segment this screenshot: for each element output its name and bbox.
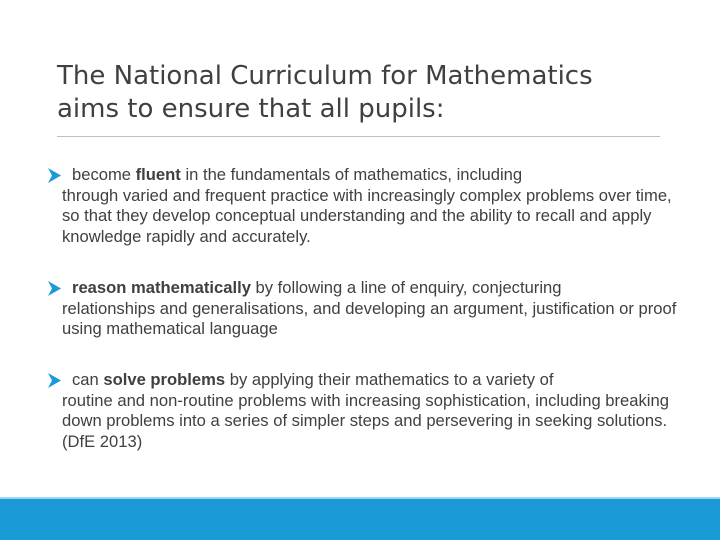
title-line-1: The National Curriculum for Mathematics	[57, 61, 593, 91]
arrow-bullet-icon	[48, 373, 61, 388]
footer-bar	[0, 499, 720, 540]
bullet-continuation: routine and non-routine problems with increasing sophistication, including breaking down problems into a series of simpler steps and persevering in seeking solutions. (DfE 2013)	[62, 390, 669, 452]
bullet-post: by following a line of enquiry, conjecturing	[250, 277, 562, 297]
bullet-continuation: through varied and frequent practice with increasingly complex problems over time, so that they develop conceptual understanding and the ability to recall and apply knowledge rapidly and accurately.	[62, 185, 672, 247]
bullet-keyword: solve problems	[103, 369, 226, 389]
bullet-first-line	[62, 165, 688, 186]
bullet-first-line	[62, 370, 688, 391]
bullet-pre: can	[72, 369, 104, 389]
bullet-first-line	[62, 278, 688, 299]
bullet-continuation: relationships and generalisations, and developing an argument, justification or proof using mathematical language	[62, 298, 677, 339]
bullet-solve	[48, 370, 688, 453]
bullet-fluent	[48, 165, 688, 248]
bullet-list	[48, 165, 688, 453]
bullet-pre: become	[72, 165, 136, 184]
bullet-keyword: reason mathematically	[72, 277, 251, 297]
title-divider	[57, 136, 660, 137]
bullet-post: by applying their mathematics to a variety of	[225, 369, 554, 389]
bullet-reason	[48, 278, 688, 340]
bullet-keyword: fluent	[135, 165, 181, 184]
slide-title	[57, 60, 667, 126]
arrow-bullet-icon	[48, 281, 61, 296]
bullet-post: in the fundamentals of mathematics, including	[180, 165, 523, 184]
arrow-bullet-icon	[48, 168, 61, 183]
title-line-2: aims to ensure that all pupils:	[57, 94, 445, 124]
